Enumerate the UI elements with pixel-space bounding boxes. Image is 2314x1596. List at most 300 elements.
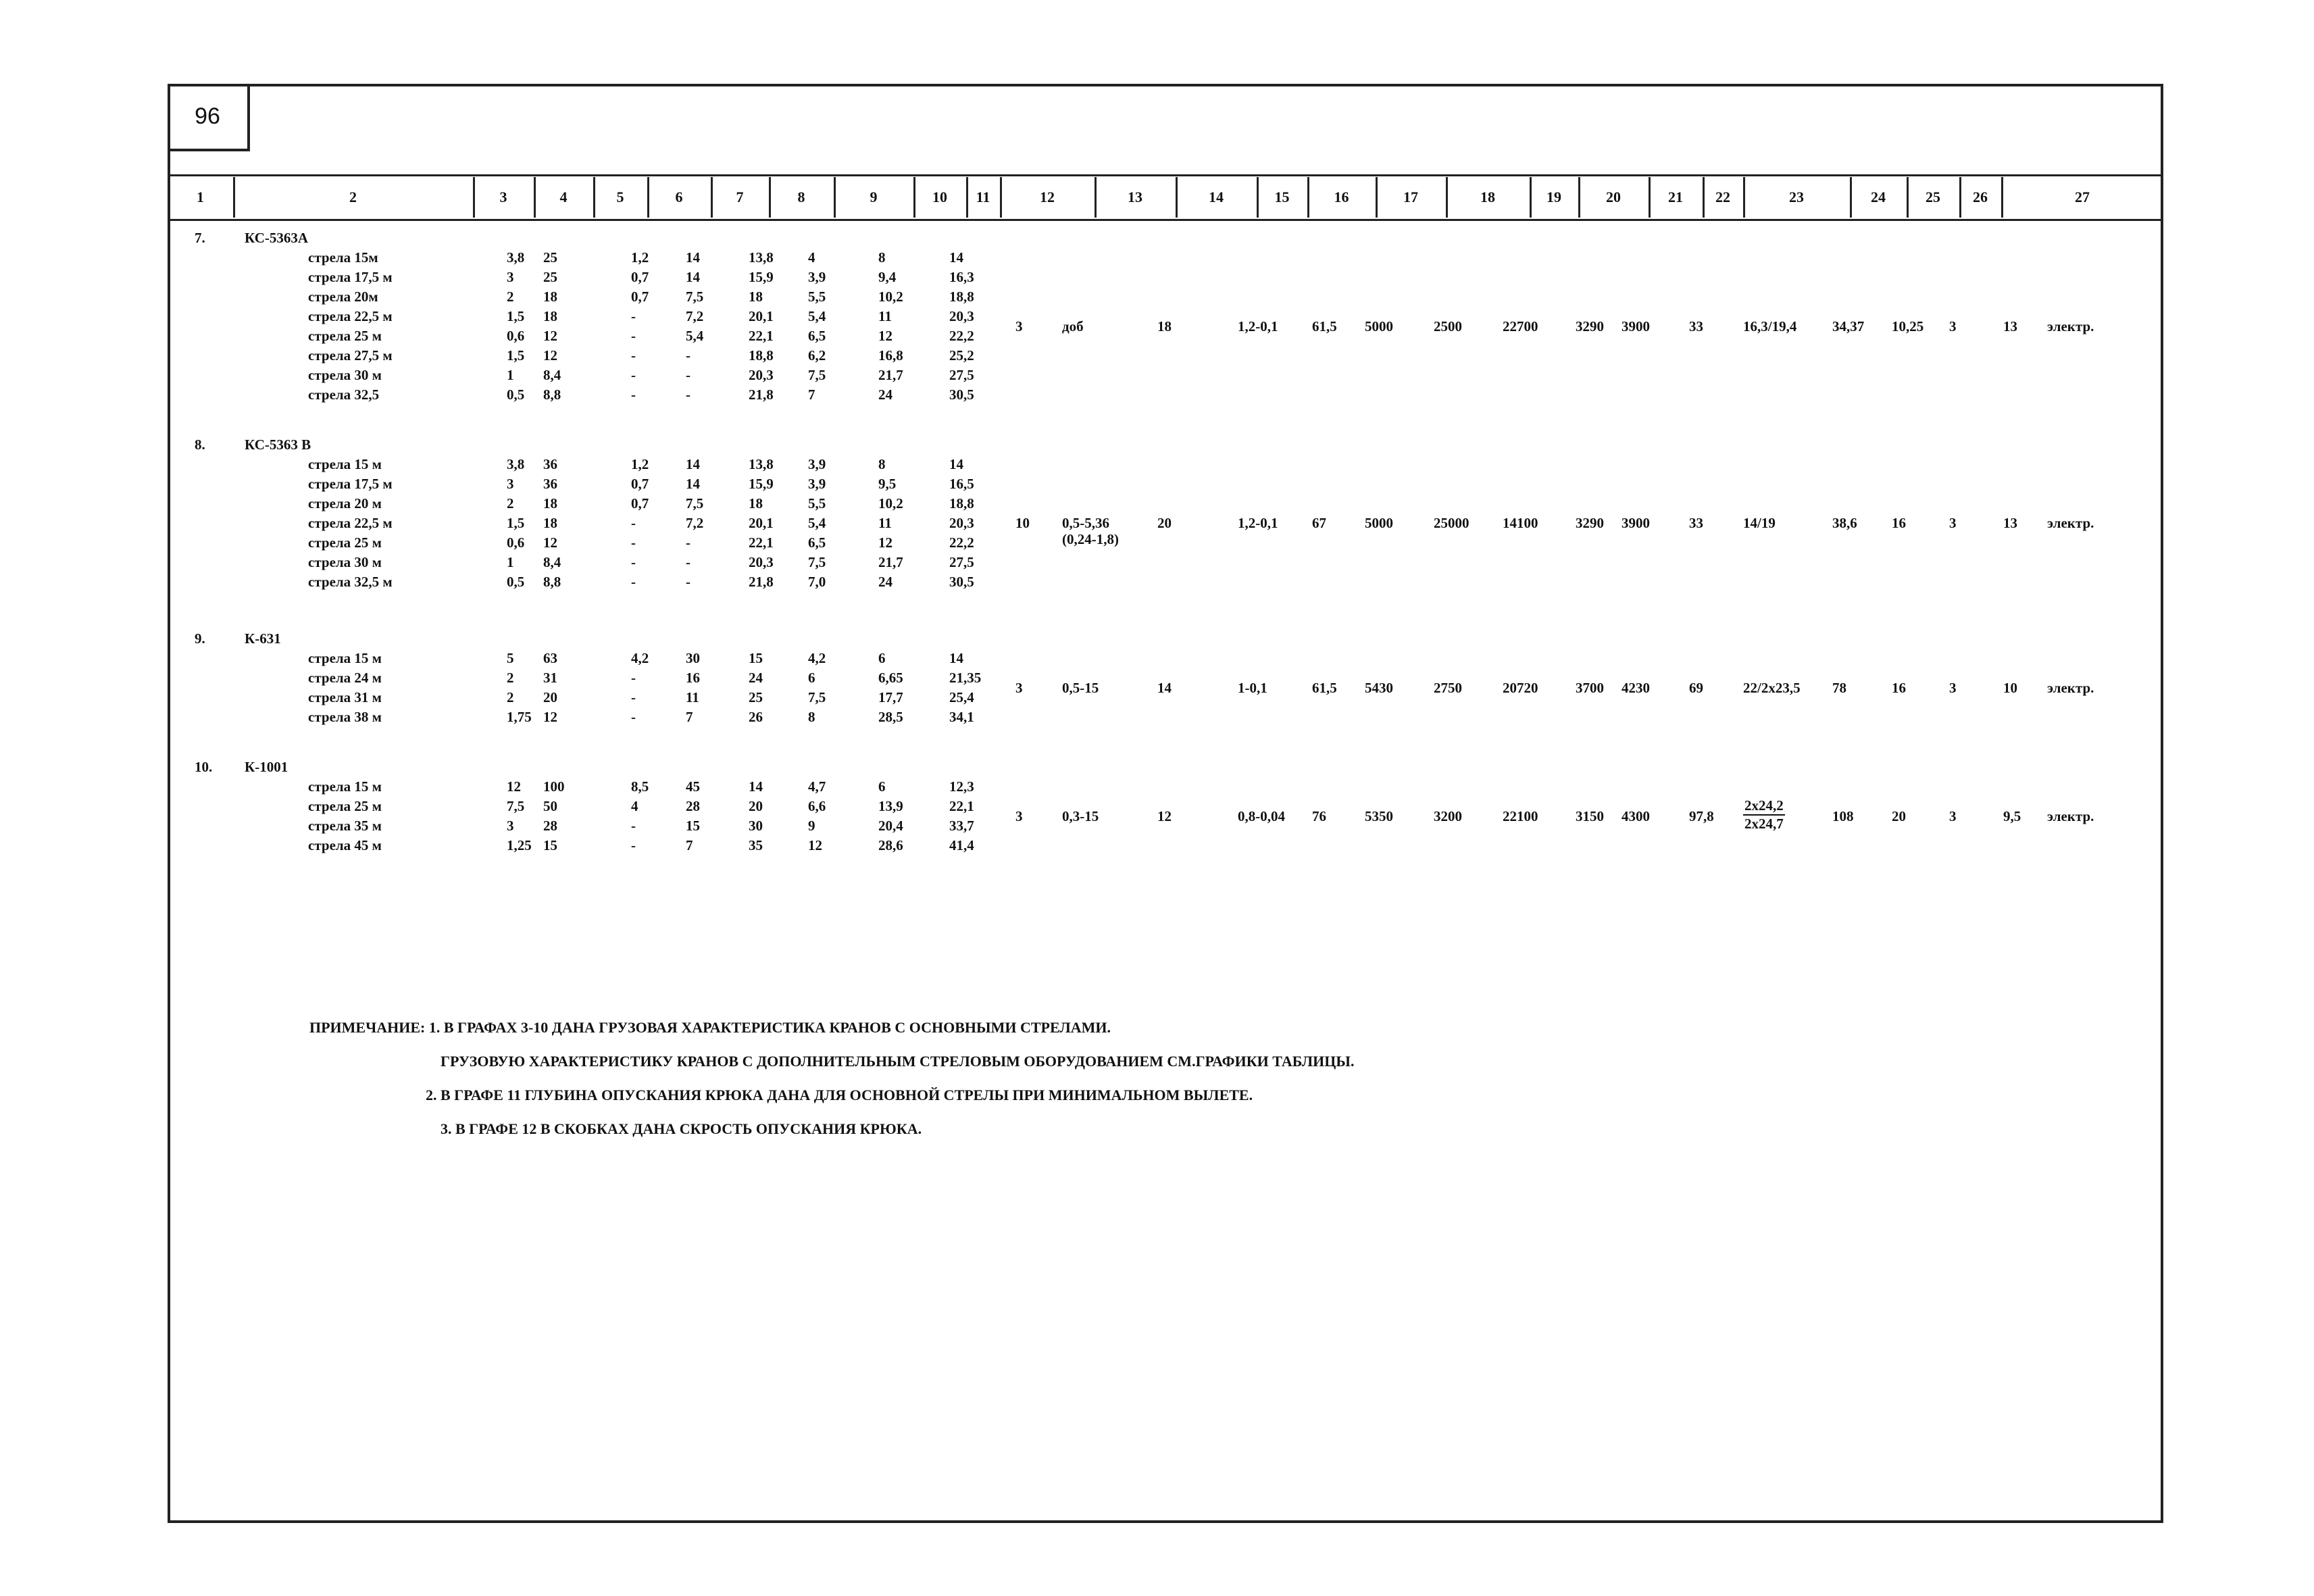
cell-col-6: - (686, 554, 690, 570)
cell-col-9: 11 (878, 515, 892, 531)
cell-col-25: 3 (1949, 679, 1957, 696)
cell-col-8: 7,5 (808, 367, 826, 383)
cell-col-24: 16 (1892, 679, 1906, 696)
cell-col-7: 13,8 (749, 249, 774, 266)
cell-col-7: 15 (749, 650, 763, 666)
cell-col-12-secondary: (0,24-1,8) (1062, 531, 1119, 547)
crane-model: КС-5363 В (245, 437, 311, 453)
column-number-20: 20 (1606, 189, 1621, 205)
cell-col-10: 34,1 (949, 709, 974, 725)
cell-col-19: 3700 (1576, 679, 1604, 696)
cell-col-4: 36 (543, 476, 557, 492)
cell-col-9: 9,5 (878, 476, 897, 492)
cell-col-16: 5000 (1365, 318, 1393, 334)
column-number-1: 1 (197, 189, 204, 205)
column-separator (1095, 177, 1097, 218)
cell-col-7: 14 (749, 778, 763, 795)
cell-col-8: 5,4 (808, 308, 826, 324)
cell-col-15: 67 (1312, 515, 1326, 531)
cell-col-3: 3,8 (507, 249, 525, 266)
cell-col-3: 3,8 (507, 456, 525, 472)
cell-col-7: 15,9 (749, 269, 774, 285)
cell-col-9: 21,7 (878, 367, 903, 383)
cell-col-4: 100 (543, 778, 565, 795)
column-number-12: 12 (1040, 189, 1055, 205)
cell-col-5: 0,7 (631, 289, 649, 305)
cell-col-17: 3200 (1434, 807, 1462, 824)
cell-col-6: 7 (686, 709, 693, 725)
column-number-17: 17 (1403, 189, 1418, 205)
cell-col-8: 6,5 (808, 328, 826, 344)
note-1-continued: ГРУЗОВУЮ ХАРАКТЕРИСТИКУ КРАНОВ С ДОПОЛНИТЕЛЬНЫМ СТРЕЛОВЫМ ОБОРУДОВАНИЕМ СМ.ГРАФИКИ ТАБЛИЦЫ. (441, 1053, 1355, 1070)
cell-col-9: 28,6 (878, 837, 903, 853)
boom-label: стрела 22,5 м (308, 308, 393, 324)
cell-col-8: 7,5 (808, 554, 826, 570)
cell-col-10: 18,8 (949, 289, 974, 305)
cell-col-13: 12 (1157, 807, 1172, 824)
cell-col-4: 12 (543, 347, 557, 364)
column-number-15: 15 (1274, 189, 1290, 205)
column-number-23: 23 (1789, 189, 1804, 205)
cell-col-15: 61,5 (1312, 318, 1337, 334)
cell-col-14: 1,2-0,1 (1238, 515, 1278, 531)
column-separator (1743, 177, 1745, 218)
boom-label: стрела 30 м (308, 554, 382, 570)
cell-col-4: 15 (543, 837, 557, 853)
cell-col-3: 2 (507, 289, 514, 305)
cell-col-23: 34,37 (1832, 318, 1865, 334)
cell-col-11: 3 (1015, 318, 1023, 334)
cell-col-5: - (631, 515, 636, 531)
cell-col-6: 14 (686, 249, 700, 266)
cell-col-25: 3 (1949, 515, 1957, 531)
cell-col-4: 25 (543, 269, 557, 285)
cell-col-5: 1,2 (631, 249, 649, 266)
cell-col-7: 18 (749, 495, 763, 512)
cell-col-15: 76 (1312, 807, 1326, 824)
column-separator (1446, 177, 1448, 218)
column-separator (534, 177, 536, 218)
cell-col-6: 14 (686, 269, 700, 285)
cell-col-21: 69 (1689, 679, 1703, 696)
cell-col-7: 24 (749, 670, 763, 686)
cell-col-4: 28 (543, 818, 557, 834)
cell-col-4: 8,8 (543, 574, 561, 590)
note-1: ПРИМЕЧАНИЕ: 1. В ГРАФАХ 3-10 ДАНА ГРУЗОВАЯ ХАРАКТЕРИСТИКА КРАНОВ С ОСНОВНЫМИ СТРЕЛАМИ. (309, 1019, 1111, 1036)
header-top-line (168, 174, 2163, 176)
cell-col-7: 21,8 (749, 386, 774, 403)
cell-col-16: 5430 (1365, 679, 1393, 696)
cell-col-3: 2 (507, 689, 514, 705)
cell-col-5: - (631, 689, 636, 705)
cell-col-26: 13 (2003, 515, 2017, 531)
column-number-19: 19 (1546, 189, 1561, 205)
cell-col-3: 2 (507, 670, 514, 686)
column-number-13: 13 (1128, 189, 1142, 205)
column-number-14: 14 (1209, 189, 1224, 205)
cell-col-5: - (631, 837, 636, 853)
cell-col-9: 8 (878, 249, 886, 266)
cell-col-7: 35 (749, 837, 763, 853)
crane-number: 7. (195, 230, 205, 246)
boom-label: стрела 25 м (308, 534, 382, 551)
cell-col-17: 25000 (1434, 515, 1469, 531)
cell-col-4: 63 (543, 650, 557, 666)
cell-col-5: - (631, 574, 636, 590)
cell-col-3: 1,75 (507, 709, 532, 725)
cell-col-5: - (631, 670, 636, 686)
boom-label: стрела 17,5 м (308, 476, 393, 492)
cell-col-5: - (631, 534, 636, 551)
cell-col-6: 16 (686, 670, 700, 686)
cell-col-17: 2750 (1434, 679, 1462, 696)
cell-col-10: 20,3 (949, 515, 974, 531)
cell-col-9: 6 (878, 650, 886, 666)
cell-col-5: - (631, 328, 636, 344)
cell-col-21: 33 (1689, 318, 1703, 334)
cell-col-22: 14/19 (1743, 515, 1776, 531)
cell-col-26: 13 (2003, 318, 2017, 334)
boom-label: стрела 30 м (308, 367, 382, 383)
cell-col-8: 3,9 (808, 456, 826, 472)
boom-label: стрела 20м (308, 289, 378, 305)
cell-col-6: 7,2 (686, 515, 704, 531)
cell-col-10: 12,3 (949, 778, 974, 795)
cell-col-20: 3900 (1621, 515, 1650, 531)
cell-col-6: 30 (686, 650, 700, 666)
note-2: 2. В ГРАФЕ 11 ГЛУБИНА ОПУСКАНИЯ КРЮКА ДАНА ДЛЯ ОСНОВНОЙ СТРЕЛЫ ПРИ МИНИМАЛЬНОМ ВЫЛЕТЕ. (426, 1087, 1253, 1103)
cell-col-5: 0,7 (631, 269, 649, 285)
cell-col-4: 18 (543, 515, 557, 531)
cell-col-9: 6 (878, 778, 886, 795)
cell-col-8: 7,0 (808, 574, 826, 590)
cell-col-18: 20720 (1503, 679, 1538, 696)
cell-col-3: 1,5 (507, 515, 525, 531)
cell-col-5: 4,2 (631, 650, 649, 666)
cell-col-9: 24 (878, 574, 892, 590)
crane-number: 9. (195, 630, 205, 647)
cell-col-10: 18,8 (949, 495, 974, 512)
cell-col-16: 5350 (1365, 807, 1393, 824)
cell-col-7: 13,8 (749, 456, 774, 472)
cell-col-26: 10 (2003, 679, 2017, 696)
cell-col-6: - (686, 367, 690, 383)
cell-col-6: 15 (686, 818, 700, 834)
cell-col-5: - (631, 818, 636, 834)
cell-col-10: 22,2 (949, 534, 974, 551)
cell-col-3: 3 (507, 476, 514, 492)
cell-col-4: 18 (543, 495, 557, 512)
cell-col-7: 20,1 (749, 308, 774, 324)
cell-col-23: 38,6 (1832, 515, 1857, 531)
cell-col-3: 3 (507, 818, 514, 834)
cell-col-10: 14 (949, 650, 963, 666)
column-separator (2001, 177, 2003, 218)
cell-col-6: 28 (686, 798, 700, 814)
column-separator (1703, 177, 1705, 218)
cell-col-10: 30,5 (949, 574, 974, 590)
column-separator (647, 177, 649, 218)
cell-col-10: 16,3 (949, 269, 974, 285)
cell-col-22-fraction (1743, 799, 1785, 831)
cell-col-4: 18 (543, 289, 557, 305)
column-number-8: 8 (797, 189, 805, 205)
cell-col-9: 16,8 (878, 347, 903, 364)
boom-label: стрела 15 м (308, 456, 382, 472)
cell-col-13: 18 (1157, 318, 1172, 334)
cell-col-3: 0,5 (507, 574, 525, 590)
cell-col-9: 21,7 (878, 554, 903, 570)
cell-col-16: 5000 (1365, 515, 1393, 531)
cell-col-4: 50 (543, 798, 557, 814)
boom-label: стрела 27,5 м (308, 347, 393, 364)
cell-col-5: - (631, 347, 636, 364)
cell-col-18: 22100 (1503, 807, 1538, 824)
cell-col-9: 10,2 (878, 495, 903, 512)
cell-col-24: 16 (1892, 515, 1906, 531)
cell-col-10: 14 (949, 456, 963, 472)
cell-col-27: электр. (2047, 679, 2094, 696)
cell-col-9: 6,65 (878, 670, 903, 686)
cell-col-6: 7,2 (686, 308, 704, 324)
cell-col-19: 3290 (1576, 515, 1604, 531)
cell-col-5: - (631, 554, 636, 570)
page-frame (168, 84, 2163, 1523)
cell-col-15: 61,5 (1312, 679, 1337, 696)
cell-col-18: 14100 (1503, 515, 1538, 531)
cell-col-27: электр. (2047, 807, 2094, 824)
boom-label: стрела 15 м (308, 778, 382, 795)
cell-col-7: 21,8 (749, 574, 774, 590)
fraction-numerator: 2х24,2 (1743, 799, 1785, 816)
cell-col-12: 0,5-5,36 (1062, 515, 1109, 531)
cell-col-6: 45 (686, 778, 700, 795)
cell-col-7: 22,1 (749, 534, 774, 551)
cell-col-22: 22/2х23,5 (1743, 679, 1801, 696)
cell-col-25: 3 (1949, 318, 1957, 334)
crane-model: КС-5363А (245, 230, 309, 246)
crane-model: К-1001 (245, 759, 288, 775)
boom-label: стрела 20 м (308, 495, 382, 512)
cell-col-4: 25 (543, 249, 557, 266)
cell-col-10: 20,3 (949, 308, 974, 324)
column-separator (1649, 177, 1651, 218)
column-separator (1000, 177, 1002, 218)
cell-col-6: 7,5 (686, 495, 704, 512)
note-3: 3. В ГРАФЕ 12 В СКОБКАХ ДАНА СКРОСТЬ ОПУСКАНИЯ КРЮКА. (441, 1120, 922, 1137)
column-number-16: 16 (1334, 189, 1349, 205)
column-number-6: 6 (675, 189, 683, 205)
cell-col-12: 0,5-15 (1062, 679, 1099, 696)
cell-col-4: 36 (543, 456, 557, 472)
cell-col-6: - (686, 534, 690, 551)
cell-col-9: 12 (878, 534, 892, 551)
column-number-11: 11 (976, 189, 990, 205)
cell-col-5: 8,5 (631, 778, 649, 795)
cell-col-27: электр. (2047, 515, 2094, 531)
cell-col-6: 7,5 (686, 289, 704, 305)
cell-col-11: 3 (1015, 679, 1023, 696)
cell-col-7: 22,1 (749, 328, 774, 344)
cell-col-10: 27,5 (949, 554, 974, 570)
column-separator (593, 177, 595, 218)
cell-col-8: 6 (808, 670, 815, 686)
column-separator (1578, 177, 1580, 218)
cell-col-7: 20,3 (749, 554, 774, 570)
cell-col-24: 10,25 (1892, 318, 1924, 334)
cell-col-7: 30 (749, 818, 763, 834)
cell-col-10: 25,2 (949, 347, 974, 364)
column-separator (834, 177, 836, 218)
cell-col-6: 11 (686, 689, 699, 705)
column-number-22: 22 (1715, 189, 1730, 205)
column-separator (966, 177, 968, 218)
cell-col-18: 22700 (1503, 318, 1538, 334)
cell-col-7: 20 (749, 798, 763, 814)
cell-col-5: 0,7 (631, 495, 649, 512)
cell-col-22: 16,3/19,4 (1743, 318, 1797, 334)
cell-col-23: 78 (1832, 679, 1846, 696)
cell-col-7: 20,3 (749, 367, 774, 383)
column-number-25: 25 (1926, 189, 1940, 205)
cell-col-11: 10 (1015, 515, 1030, 531)
cell-col-8: 9 (808, 818, 815, 834)
cell-col-12: 0,3-15 (1062, 807, 1099, 824)
cell-col-8: 4,7 (808, 778, 826, 795)
cell-col-20: 4230 (1621, 679, 1650, 696)
column-separator (1376, 177, 1378, 218)
cell-col-7: 15,9 (749, 476, 774, 492)
column-separator (473, 177, 475, 218)
cell-col-9: 24 (878, 386, 892, 403)
cell-col-19: 3290 (1576, 318, 1604, 334)
cell-col-3: 3 (507, 269, 514, 285)
cell-col-9: 17,7 (878, 689, 903, 705)
cell-col-5: 4 (631, 798, 638, 814)
cell-col-24: 20 (1892, 807, 1906, 824)
cell-col-20: 3900 (1621, 318, 1650, 334)
cell-col-8: 4 (808, 249, 815, 266)
cell-col-3: 5 (507, 650, 514, 666)
column-separator (233, 177, 235, 218)
fraction-denominator: 2х24,7 (1744, 815, 1784, 832)
cell-col-10: 22,2 (949, 328, 974, 344)
cell-col-6: 14 (686, 476, 700, 492)
header-bottom-line (168, 219, 2163, 221)
cell-col-5: - (631, 386, 636, 403)
cell-col-8: 5,4 (808, 515, 826, 531)
cell-col-8: 7 (808, 386, 815, 403)
column-separator (1959, 177, 1961, 218)
cell-col-4: 18 (543, 308, 557, 324)
cell-col-8: 3,9 (808, 269, 826, 285)
cell-col-7: 18 (749, 289, 763, 305)
column-number-10: 10 (932, 189, 947, 205)
cell-col-4: 12 (543, 328, 557, 344)
column-number-18: 18 (1480, 189, 1495, 205)
cell-col-8: 7,5 (808, 689, 826, 705)
cell-col-8: 3,9 (808, 476, 826, 492)
cell-col-5: 1,2 (631, 456, 649, 472)
cell-col-9: 9,4 (878, 269, 897, 285)
cell-col-25: 3 (1949, 807, 1957, 824)
cell-col-8: 8 (808, 709, 815, 725)
crane-model: К-631 (245, 630, 281, 647)
cell-col-27: электр. (2047, 318, 2094, 334)
cell-col-8: 12 (808, 837, 822, 853)
cell-col-4: 8,4 (543, 554, 561, 570)
cell-col-19: 3150 (1576, 807, 1604, 824)
cell-col-9: 28,5 (878, 709, 903, 725)
column-separator (711, 177, 713, 218)
column-separator (1176, 177, 1178, 218)
cell-col-20: 4300 (1621, 807, 1650, 824)
column-number-4: 4 (559, 189, 568, 205)
cell-col-5: - (631, 308, 636, 324)
cell-col-9: 20,4 (878, 818, 903, 834)
boom-label: стрела 25 м (308, 328, 382, 344)
cell-col-10: 21,35 (949, 670, 982, 686)
cell-col-10: 25,4 (949, 689, 974, 705)
cell-col-3: 0,5 (507, 386, 525, 403)
cell-col-4: 31 (543, 670, 557, 686)
cell-col-9: 11 (878, 308, 892, 324)
column-separator (1907, 177, 1909, 218)
boom-label: стрела 22,5 м (308, 515, 393, 531)
column-separator (1850, 177, 1852, 218)
cell-col-3: 0,6 (507, 534, 525, 551)
cell-col-6: - (686, 347, 690, 364)
column-separator (913, 177, 915, 218)
cell-col-4: 12 (543, 709, 557, 725)
cell-col-3: 1 (507, 554, 514, 570)
cell-col-11: 3 (1015, 807, 1023, 824)
cell-col-26: 9,5 (2003, 807, 2021, 824)
cell-col-8: 5,5 (808, 289, 826, 305)
column-separator (769, 177, 771, 218)
boom-label: стрела 15 м (308, 650, 382, 666)
cell-col-10: 16,5 (949, 476, 974, 492)
cell-col-5: - (631, 367, 636, 383)
boom-label: стрела 15м (308, 249, 378, 266)
page-number: 96 (168, 84, 250, 151)
cell-col-6: 14 (686, 456, 700, 472)
cell-col-10: 27,5 (949, 367, 974, 383)
cell-col-4: 12 (543, 534, 557, 551)
column-number-9: 9 (870, 189, 878, 205)
cell-col-8: 6,6 (808, 798, 826, 814)
column-separator (1530, 177, 1532, 218)
boom-label: стрела 24 м (308, 670, 382, 686)
cell-col-3: 0,6 (507, 328, 525, 344)
cell-col-13: 20 (1157, 515, 1172, 531)
column-separator (1257, 177, 1259, 218)
boom-label: стрела 25 м (308, 798, 382, 814)
cell-col-14: 1-0,1 (1238, 679, 1267, 696)
boom-label: стрела 35 м (308, 818, 382, 834)
crane-number: 8. (195, 437, 205, 453)
cell-col-3: 1,25 (507, 837, 532, 853)
crane-number: 10. (195, 759, 213, 775)
cell-col-7: 26 (749, 709, 763, 725)
cell-col-10: 41,4 (949, 837, 974, 853)
cell-col-3: 1 (507, 367, 514, 383)
cell-col-17: 2500 (1434, 318, 1462, 334)
boom-label: стрела 38 м (308, 709, 382, 725)
cell-col-7: 20,1 (749, 515, 774, 531)
cell-col-21: 97,8 (1689, 807, 1714, 824)
cell-col-3: 2 (507, 495, 514, 512)
